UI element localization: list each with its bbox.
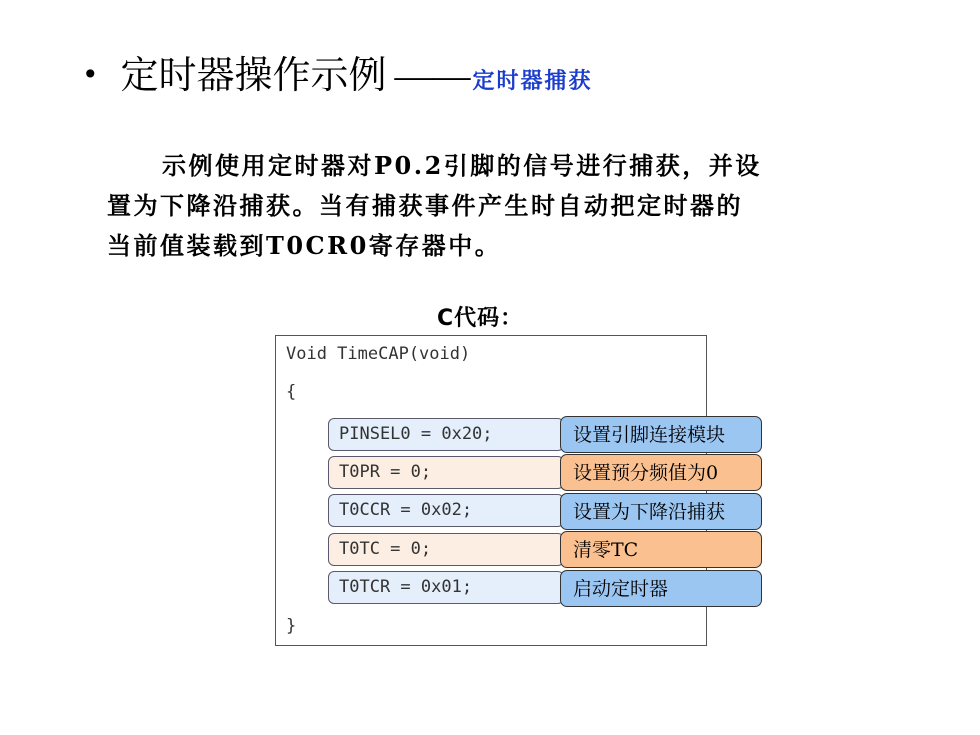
code-annotation: 设置引脚连接模块 <box>560 416 762 453</box>
function-signature: Void TimeCAP(void) <box>286 344 471 364</box>
slide-title <box>82 44 593 104</box>
code-annotation: 设置预分频值为0 <box>560 454 762 491</box>
code-caption: C代码： <box>437 306 524 331</box>
code-statement: PINSEL0 = 0x20; <box>328 418 564 451</box>
description-line: 当前值装载到T0CR0寄存器中。 <box>107 231 502 260</box>
code-annotation: 设置为下降沿捕获 <box>560 493 762 530</box>
code-annotation: 启动定时器 <box>560 570 762 607</box>
close-brace: } <box>286 616 297 636</box>
description-line: 示例使用定时器对P0.2引脚的信号进行捕获，并设 <box>162 151 762 180</box>
title-main: 定时器操作示例 <box>120 53 387 97</box>
code-statement: T0PR = 0; <box>328 456 564 489</box>
description-line: 置为下降沿捕获。当有捕获事件产生时自动把定时器的 <box>107 191 743 220</box>
bullet-icon: • <box>82 58 99 91</box>
code-annotation: 清零TC <box>560 531 762 568</box>
code-statement: T0TC = 0; <box>328 533 564 566</box>
description-paragraph <box>107 146 897 266</box>
title-subtitle: 定时器捕获 <box>472 69 593 94</box>
code-statement: T0TCR = 0x01; <box>328 571 564 604</box>
code-statement: T0CCR = 0x02; <box>328 494 564 527</box>
title-dash: —— <box>394 55 471 97</box>
open-brace: { <box>286 382 297 402</box>
